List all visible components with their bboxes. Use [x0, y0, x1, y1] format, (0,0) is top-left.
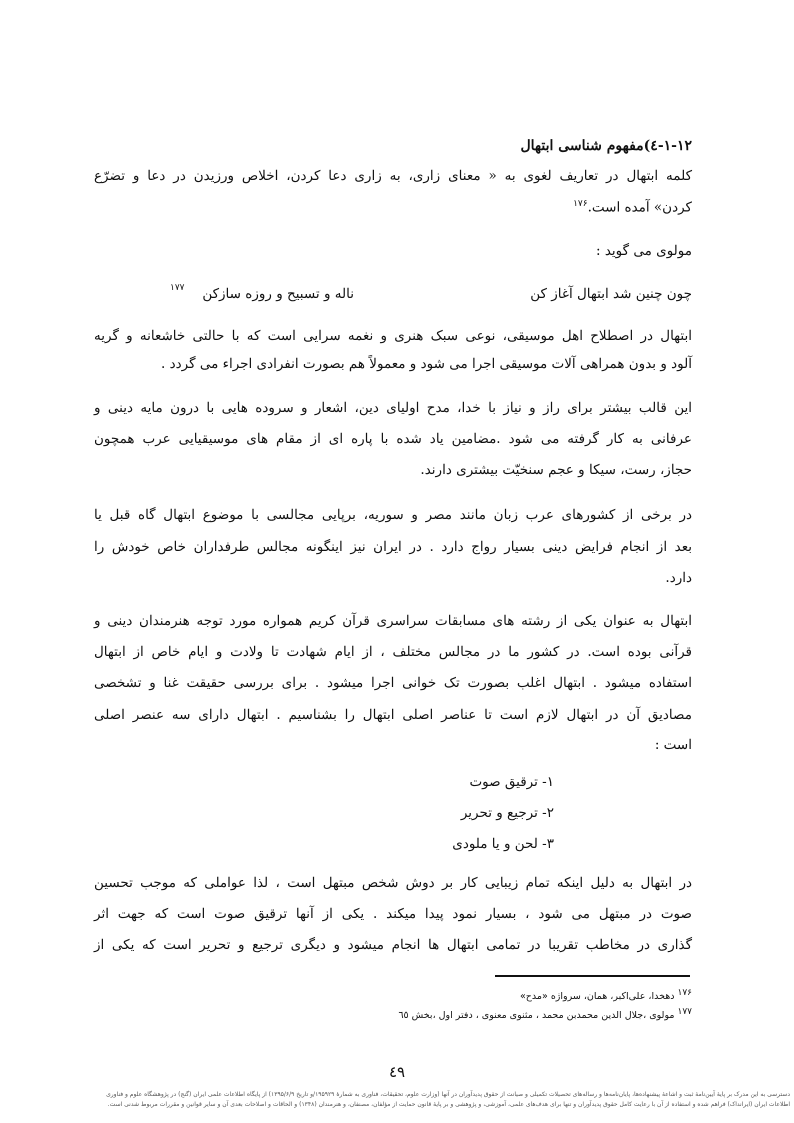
- para2-line1: این قالب بیشتر برای راز و نیاز با خدا، مدح اولیای دین، اشعار و سروده هایی با درون مایه دینی و: [94, 400, 692, 416]
- copyright-line-1: دسترسی به این مدرک بر پایهٔ آیین‌نامهٔ ثبت و اشاعهٔ پیشنهاده‌ها، پایان‌نامه‌ها و رساله‌های تحصیلات تکمیلی و صیانت از حقوق پدیدآوران در آنها (وزارت علوم، تحقیقات، فناوری به شمارهٔ ۱۹۵۹۲۹/و تاریخ ۱۳۹۵/۶/۹) از پایگاه اطلاعات علمی ایران (گنج) در پژوهشگاه علوم و فناوری: [106, 1091, 790, 1098]
- copyright-line-2: اطلاعات ایران (ایرانداک) فراهم شده و استفاده از آن با رعایت کامل حقوق پدیدآوران و تنها برای هدف‌های علمی، آموزشی، و پژوهشی و بر پایهٔ قانون حمایت از مؤلفان، مصنفان، و هنرمندان (۱۳۴۸) و الحاقات و اصلاحات بعدی آن و سایر قوانین و مقررات مربوط شدنی است.: [107, 1101, 790, 1108]
- closing-line2: صوت در مبتهل می شود ، بسیار نمود پیدا میکند . یکی از آنها ترقیق صوت است که جهت اثر: [94, 906, 692, 922]
- footnote-ref-177: ۱۷۷: [170, 283, 185, 293]
- para2-line2: عرفانی به کار گرفته می شود .مضامین یاد شده با پاره ای از مقام های موسیقیایی عرب همچون: [94, 431, 692, 447]
- copyright-notice: [4, 1090, 790, 1110]
- para4-line2: قرآنی بوده است. در کشور ما در مجالس مختلف ، از ایام شهادت تا ولادت و ایام خاص از ابتهال: [94, 644, 692, 660]
- section-heading: ۱-۱۲-٤)مفهوم شناسی ابتهال: [520, 138, 692, 154]
- verse-left-text: ناله و تسبیح و روزه سازکن: [202, 286, 354, 302]
- footnote-177-num: ۱۷۷: [677, 1007, 692, 1017]
- footnote-176: [520, 988, 692, 1002]
- para1-line2: آلود و بدون همراهی آلات موسیقی اجرا می شود و معمولاً هم بصورت انفرادی اجراء می گردد .: [161, 356, 692, 372]
- intro-line-2-text: کردن» آمده است.: [587, 199, 692, 216]
- footnote-176-num: ۱۷۶: [677, 988, 692, 998]
- list-item-1: ۱- ترقیق صوت: [469, 774, 554, 790]
- footnote-ref-176: ۱۷۶: [573, 199, 588, 209]
- footnote-176-text: دهخدا، علی‌اکبر، همان، سرواژه «مدح»: [519, 991, 675, 1003]
- list-item-3: ۳- لحن و یا ملودی: [452, 836, 554, 852]
- para4-line1: ابتهال به عنوان یکی از رشته های مسابقات سراسری قرآن کریم همواره مورد توجه هنرمندان دینی و: [94, 613, 692, 629]
- list-item-2: ۲- ترجیع و تحریر: [460, 805, 554, 821]
- intro-line-2: [94, 194, 692, 218]
- para4-line5: است :: [654, 737, 692, 753]
- footnote-177: [398, 1007, 692, 1021]
- footnote-177-text: مولوی ،جلال الدین محمدبن محمد ، مثنوی معنوی ، دفتر اول ،بخش ٦٥: [398, 1010, 675, 1022]
- para4-line4: مصادیق آن در ابتهال لازم است تا عناصر اصلی ابتهال را بشناسیم . ابتهال دارای سه عنصر اصلی: [94, 707, 692, 723]
- para3-line2: بعد از انجام فرایض دینی بسیار رواج دارد . در ایران نیز اینگونه مجالس طرفداران خاص خودش را: [94, 539, 692, 555]
- intro-line-1: کلمه ابتهال در تعاریف لغوی به « معنای زاری، به زاری دعا کردن، اخلاص ورزیدن در دعا و تضرّع: [94, 168, 692, 184]
- para2-line3: حجاز، رست، سیکا و عجم سنخیّت بیشتری دارند.: [420, 462, 692, 478]
- footnote-separator: [495, 975, 690, 977]
- closing-line3: گذاری در مخاطب تقریبا در تمامی ابتهال ها انجام میشود و دیگری ترجیع و تحریر است که یکی از: [94, 937, 692, 953]
- closing-line1: در ابتهال به دلیل اینکه تمام زیبایی کار بر دوش شخص مبتهل است ، لذا عواملی که موجب تحسین: [94, 875, 692, 891]
- page-number: ٤٩: [388, 1063, 406, 1081]
- para4-line3: استفاده میشود . ابتهال اغلب بصورت تک خوانی اجرا میشود . برای بررسی حقیقت غنا و تشخصی: [94, 675, 692, 691]
- molavi-says: مولوی می گوید :: [595, 243, 692, 259]
- para1-line1: ابتهال در اصطلاح اهل موسیقی، نوعی سبک هنری و نغمه سرایی است که با حالتی خاشعانه و گریه: [94, 328, 692, 344]
- para3-line3: دارد.: [665, 570, 692, 586]
- verse-right-hemistich: چون چنین شد ابتهال آغاز کن: [530, 286, 692, 302]
- para3-line1: در برخی از کشورهای عرب زبان مانند مصر و سوریه، برپایی مجالسی با موضوع ابتهال گاه قبل یا: [94, 507, 692, 523]
